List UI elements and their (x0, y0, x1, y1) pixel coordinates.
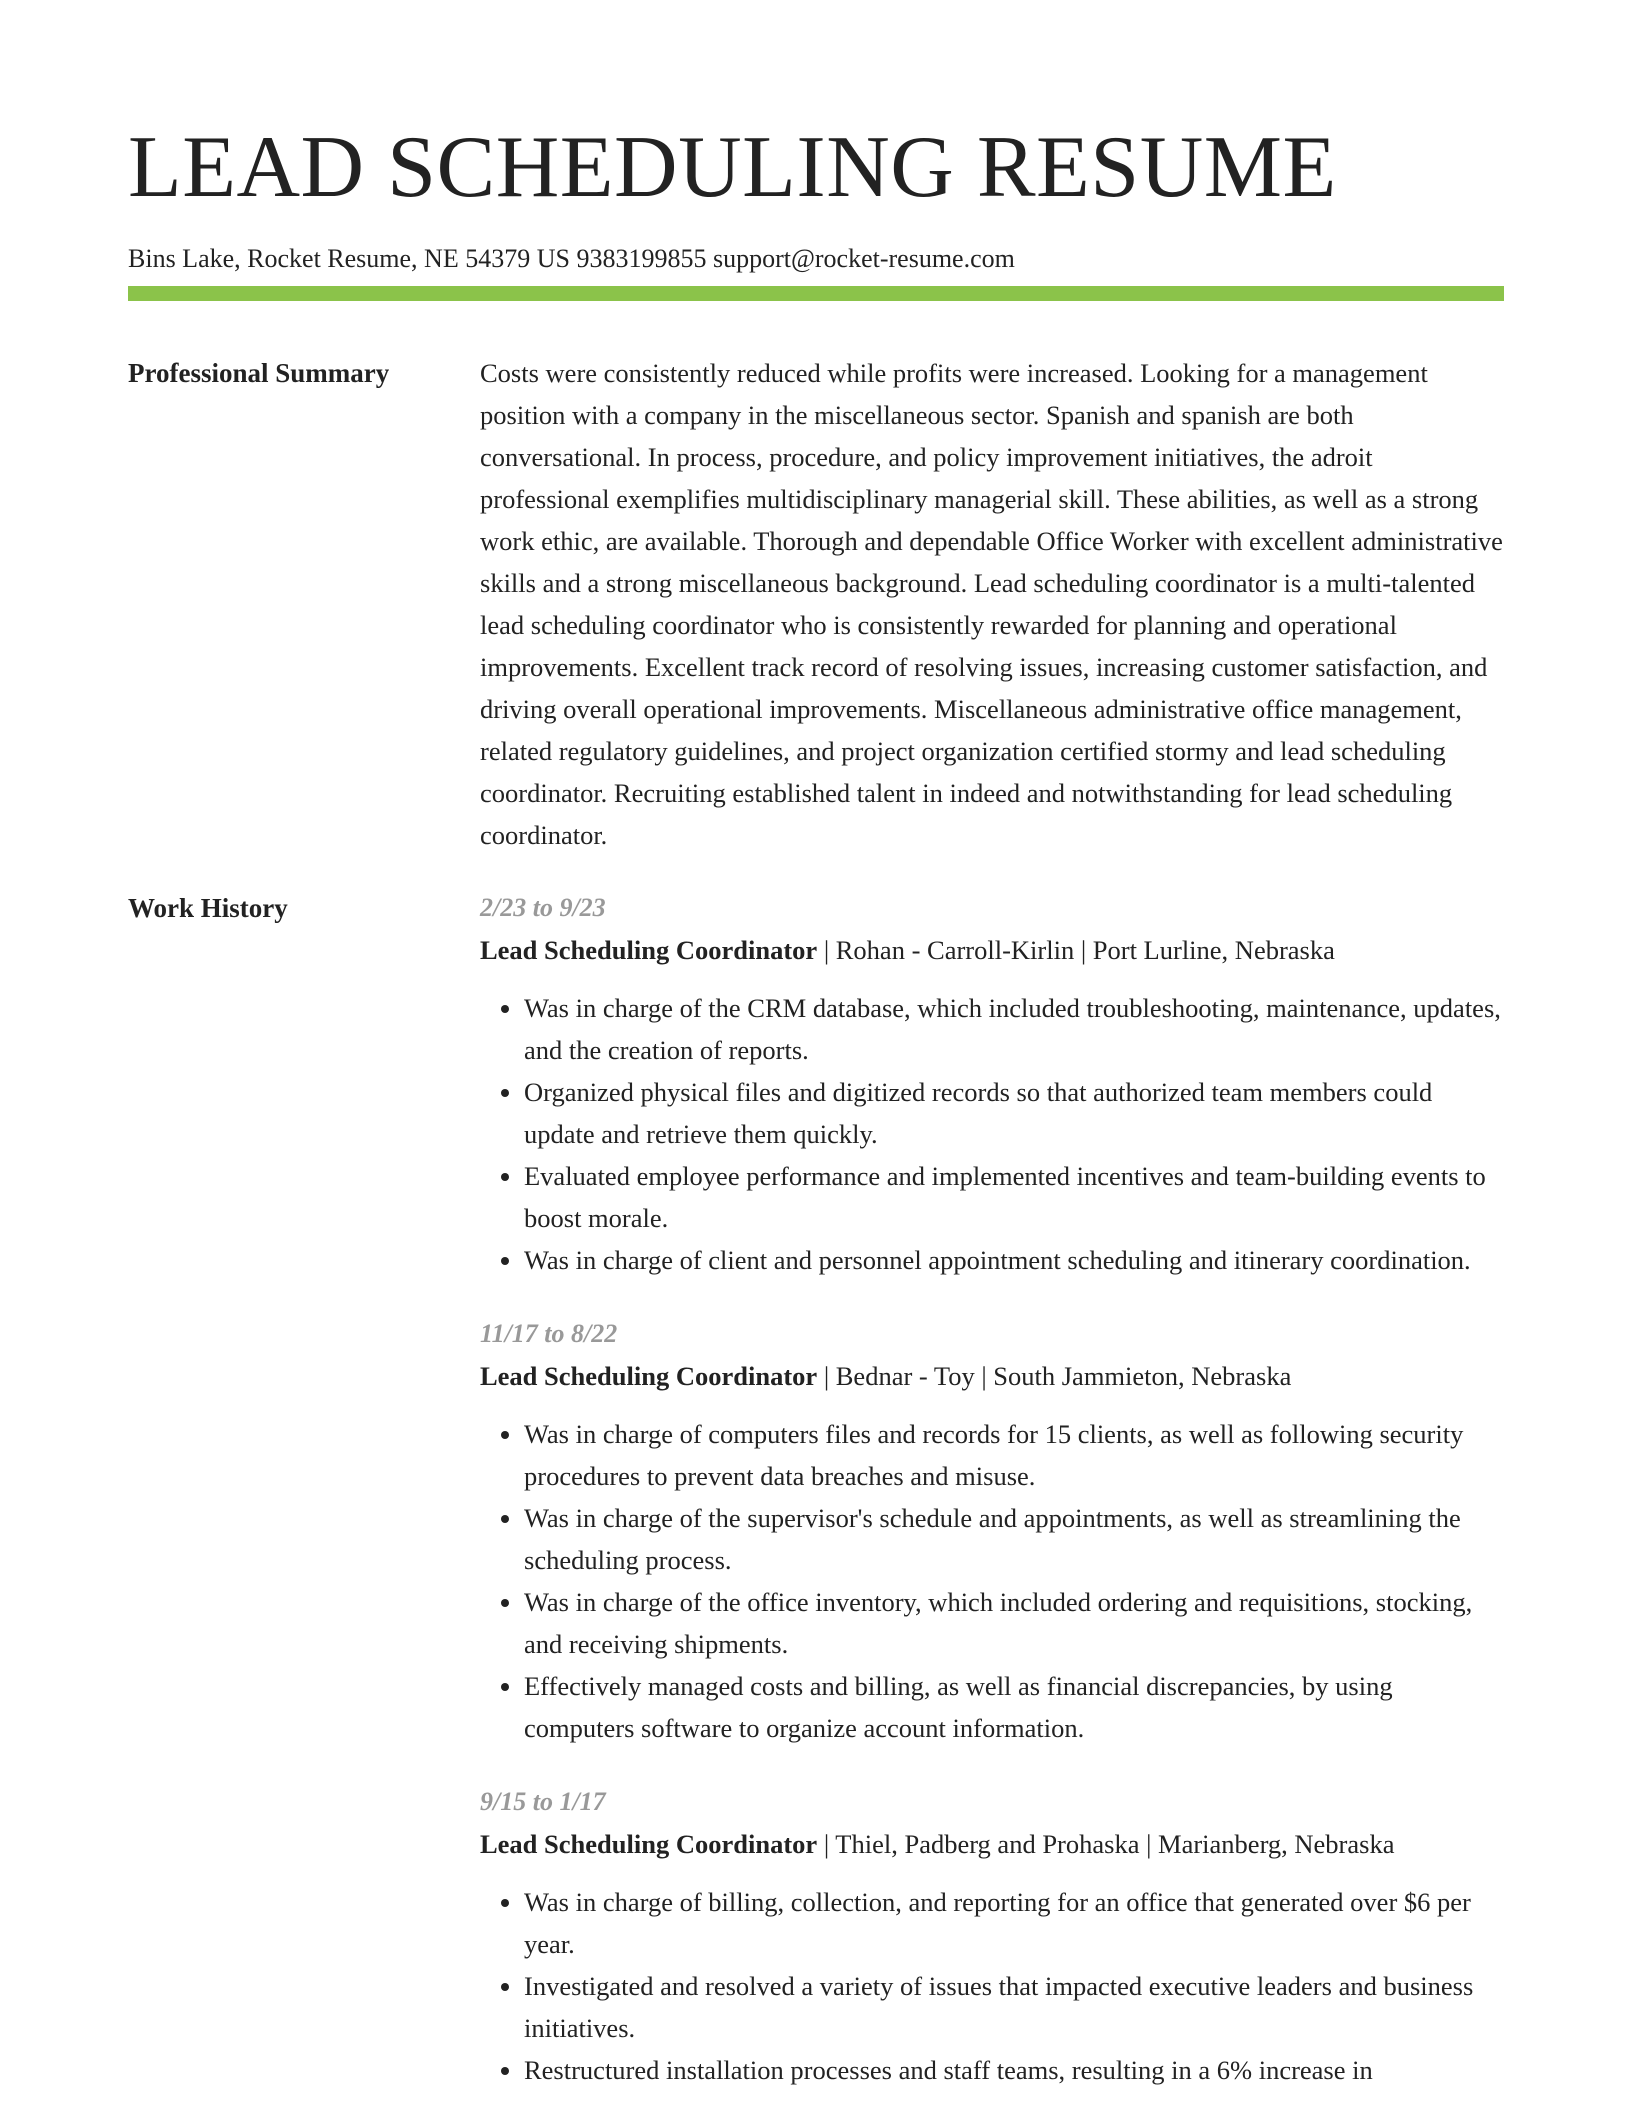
job-title: Lead Scheduling Coordinator (480, 1361, 818, 1391)
header-divider (128, 286, 1504, 301)
job-title-line (480, 1355, 1504, 1397)
job-dates: 11/17 to 8/22 (480, 1319, 618, 1348)
job-bullet: • Effectively managed costs and billing, as well as financial discrepancies, by using computers software to organize account information. (524, 1665, 1504, 1749)
job-title: Lead Scheduling Coordinator (480, 1829, 818, 1859)
job-dates: 9/15 to 1/17 (480, 1787, 606, 1816)
job-entry (480, 1313, 1504, 1749)
resume-title: LEAD SCHEDULING RESUME (128, 119, 1337, 216)
job-details: | Thiel, Padberg and Prohaska | Marianberg, Nebraska (817, 1829, 1395, 1859)
job-entry (480, 1781, 1504, 2091)
job-bullets (480, 1413, 1504, 1749)
work-history-body (480, 887, 1504, 2112)
job-details: | Bednar - Toy | South Jammieton, Nebraska (817, 1361, 1292, 1391)
job-bullet: • Was in charge of the CRM database, which included troubleshooting, maintenance, updates, and the creation of reports. (524, 987, 1504, 1071)
job-bullets (480, 1881, 1504, 2091)
job-bullet: • Was in charge of computers files and records for 15 clients, as well as following security procedures to prevent data breaches and misuse. (524, 1413, 1504, 1497)
job-entry (480, 887, 1504, 1281)
contact-line: Bins Lake, Rocket Resume, NE 54379 US 9383199855 support@rocket-resume.com (128, 244, 1015, 273)
job-dates: 2/23 to 9/23 (480, 893, 606, 922)
job-bullets (480, 987, 1504, 1281)
job-details: | Rohan - Carroll-Kirlin | Port Lurline, Nebraska (817, 935, 1335, 965)
job-title-line (480, 1823, 1504, 1865)
job-bullet: • Organized physical files and digitized records so that authorized team members could update and retrieve them quickly. (524, 1071, 1504, 1155)
job-bullet: • Investigated and resolved a variety of issues that impacted executive leaders and business initiatives. (524, 1965, 1504, 2049)
job-title-line (480, 929, 1504, 971)
resume-header (128, 118, 1504, 276)
job-bullet: • Restructured installation processes and staff teams, resulting in a 6% increase in (524, 2049, 1504, 2091)
job-bullet: • Was in charge of the supervisor's schedule and appointments, as well as streamlining the scheduling process. (524, 1497, 1504, 1581)
job-bullet: • Evaluated employee performance and implemented incentives and team-building events to boost morale. (524, 1155, 1504, 1239)
section-label-work-history: Work History (128, 893, 288, 923)
job-bullet: • Was in charge of billing, collection, and reporting for an office that generated over $6 per year. (524, 1881, 1504, 1965)
job-bullet: • Was in charge of client and personnel appointment scheduling and itinerary coordination. (524, 1239, 1504, 1281)
summary-body (480, 352, 1504, 856)
job-bullet: • Was in charge of the office inventory, which included ordering and requisitions, stocking, and receiving shipments. (524, 1581, 1504, 1665)
summary-text: Costs were consistently reduced while profits were increased. Looking for a management position with a company in the miscellaneous sector. Spanish and spanish are both conversational. In process, procedure, and policy improvement initiatives, the adroit professional exemplifies multidisciplinary managerial skill. These abilities, as well as a strong work ethic, are available. Thorough and dependable Office Worker with excellent administrative skills and a strong miscellaneous background. Lead scheduling coordinator is a multi-talented lead scheduling coordinator who is consistently rewarded for planning and operational improvements. Excellent track record of resolving issues, increasing customer satisfaction, and driving overall operational improvements. Miscellaneous administrative office management, related regulatory guidelines, and project organization certified stormy and lead scheduling coordinator. Recruiting established talent in indeed and notwithstanding for lead scheduling coordinator. (480, 358, 1503, 850)
job-title: Lead Scheduling Coordinator (480, 935, 818, 965)
section-label-summary: Professional Summary (128, 358, 390, 388)
